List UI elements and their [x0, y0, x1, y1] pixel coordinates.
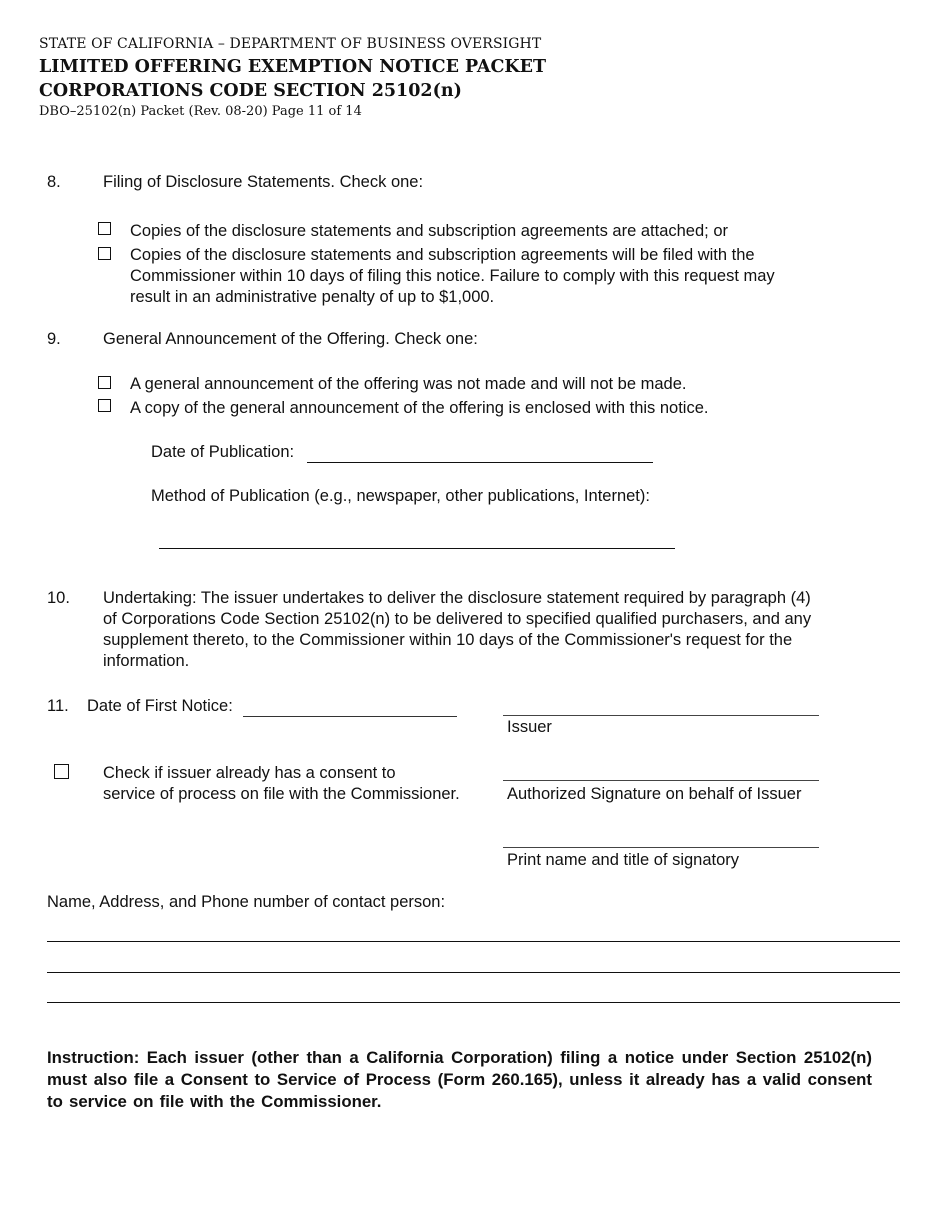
item-9-heading: General Announcement of the Offering. Check one: [103, 330, 478, 348]
date-of-first-notice-input[interactable] [243, 697, 457, 717]
item-9-number: 9. [47, 330, 61, 348]
item-10-line4: information. [103, 652, 190, 670]
contact-line-3-input[interactable] [47, 983, 900, 1003]
instruction-paragraph: Instruction: Each issuer (other than a California Corporation) filing a notice under Section 25102(n) must also file a Consent to Service of Process (Form 260.165), unless it already has a valid consent to service on file with the Commissioner. [47, 1048, 872, 1111]
contact-line-1-input[interactable] [47, 922, 900, 942]
date-of-publication-input[interactable] [307, 443, 653, 463]
item-8-option-filed-later-checkbox[interactable] [98, 247, 111, 260]
authorized-signature-label: Authorized Signature on behalf of Issuer [507, 785, 802, 803]
item-8-heading: Filing of Disclosure Statements. Check one: [103, 173, 424, 191]
contact-person-label: Name, Address, and Phone number of contact person: [47, 893, 446, 911]
agency-header: STATE OF CALIFORNIA – DEPARTMENT OF BUSINESS OVERSIGHT [39, 36, 542, 52]
contact-line-2-input[interactable] [47, 953, 900, 973]
item-10-line3: supplement thereto, to the Commissioner within 10 days of the Commissioner's request for the [103, 631, 793, 649]
item-11-number: 11. [47, 697, 69, 715]
method-of-publication-input[interactable] [159, 529, 675, 549]
item-8-number: 8. [47, 173, 61, 191]
consent-on-file-checkbox[interactable] [54, 764, 69, 779]
packet-title: LIMITED OFFERING EXEMPTION NOTICE PACKET [39, 57, 546, 77]
print-name-title-input[interactable] [503, 828, 819, 848]
print-name-title-label: Print name and title of signatory [507, 851, 740, 869]
item-10-number: 10. [47, 589, 70, 607]
item-9-option-not-made-label: A general announcement of the offering was not made and will not be made. [130, 375, 687, 393]
item-8-option-filed-later-line1: Copies of the disclosure statements and subscription agreements will be filed with the [130, 246, 755, 264]
date-of-first-notice-label: Date of First Notice: [87, 697, 233, 715]
item-10-line1: Undertaking: The issuer undertakes to deliver the disclosure statement required by paragraph (4) [103, 589, 811, 607]
form-info: DBO–25102(n) Packet (Rev. 08-20) Page 11 of 14 [39, 104, 362, 119]
item-9-option-enclosed-label: A copy of the general announcement of the offering is enclosed with this notice. [130, 399, 709, 417]
item-9-option-enclosed-checkbox[interactable] [98, 399, 111, 412]
item-8-option-attached-checkbox[interactable] [98, 222, 111, 235]
authorized-signature-input[interactable] [503, 761, 819, 781]
item-8-option-filed-later-line3: result in an administrative penalty of up to $1,000. [130, 288, 495, 306]
code-section-title: CORPORATIONS CODE SECTION 25102(n) [39, 81, 462, 101]
issuer-label: Issuer [507, 718, 552, 736]
method-of-publication-label: Method of Publication (e.g., newspaper, other publications, Internet): [151, 487, 650, 505]
item-8-option-filed-later-line2: Commissioner within 10 days of filing this notice. Failure to comply with this request may [130, 267, 775, 285]
item-10-line2: of Corporations Code Section 25102(n) to be delivered to specified qualified purchasers, and any [103, 610, 812, 628]
date-of-publication-label: Date of Publication: [151, 443, 295, 461]
issuer-input[interactable] [503, 696, 819, 716]
item-8-option-attached-label: Copies of the disclosure statements and subscription agreements are attached; or [130, 222, 728, 240]
consent-on-file-line1: Check if issuer already has a consent to [103, 764, 396, 782]
consent-on-file-line2: service of process on file with the Commissioner. [103, 785, 460, 803]
item-9-option-not-made-checkbox[interactable] [98, 376, 111, 389]
